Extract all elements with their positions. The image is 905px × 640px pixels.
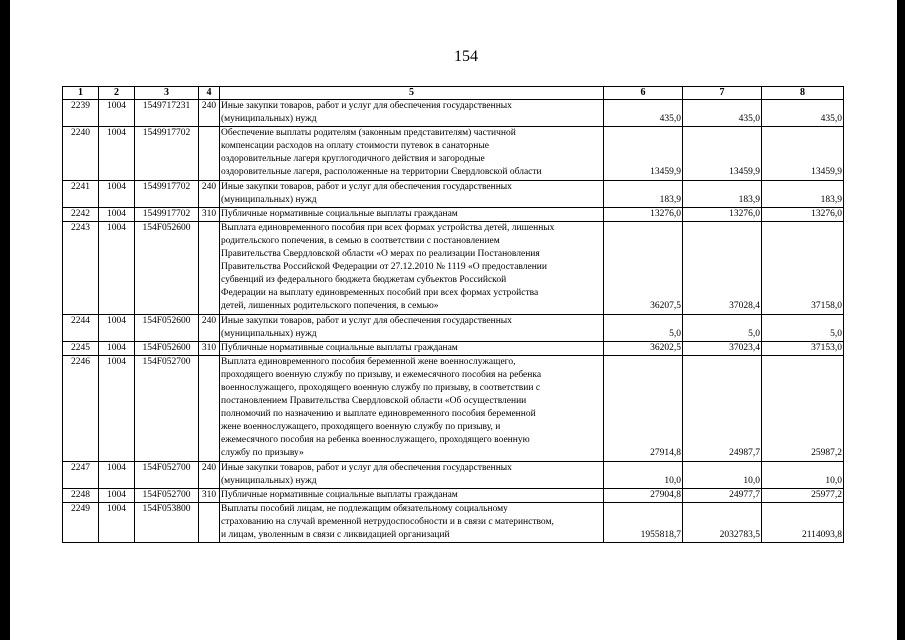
table-row	[63, 180, 844, 207]
section-code: 1004	[99, 180, 135, 207]
target-article-code: 154F052600	[135, 341, 199, 355]
amount-col-6: 10,0	[604, 461, 683, 488]
amount-col-7: 37028,4	[683, 221, 762, 314]
row-description: Выплата единовременного пособия беременной жене военнослужащего, проходящего военную службу по призыву, и ежемесячного пособия на ребенка военнослужащего, проходящего военную службу по призыву, в соответствии с постановлением Правительства Свердловской области «Об осуществлении полномочий по назначению и выплате единовременного пособия беременной жене военнослужащего, проходящего военную службу по призыву, и ежемесячного пособия на ребенка военнослужащего, проходящего военную службу по призыву»	[220, 355, 604, 461]
table-row	[63, 461, 844, 488]
table-row	[63, 207, 844, 221]
section-code: 1004	[99, 461, 135, 488]
header-row	[63, 87, 844, 100]
row-description: Публичные нормативные социальные выплаты гражданам	[220, 207, 604, 221]
expense-type-code: 240	[199, 180, 220, 207]
row-number: 2249	[63, 502, 99, 542]
column-header: 1	[63, 87, 99, 100]
column-header: 3	[135, 87, 199, 100]
section-code: 1004	[99, 221, 135, 314]
amount-col-6: 1955818,7	[604, 502, 683, 542]
amount-col-8: 183,9	[762, 180, 844, 207]
amount-col-6: 27914,8	[604, 355, 683, 461]
expense-type-code: 310	[199, 488, 220, 502]
table-row	[63, 341, 844, 355]
amount-col-8: 10,0	[762, 461, 844, 488]
section-code: 1004	[99, 502, 135, 542]
amount-col-6: 13459,9	[604, 127, 683, 180]
expense-type-code	[199, 355, 220, 461]
section-code: 1004	[99, 207, 135, 221]
amount-col-8: 435,0	[762, 100, 844, 127]
amount-col-8: 25977,2	[762, 488, 844, 502]
row-number: 2243	[63, 221, 99, 314]
expense-type-code	[199, 221, 220, 314]
row-number: 2240	[63, 127, 99, 180]
expense-type-code	[199, 502, 220, 542]
section-code: 1004	[99, 488, 135, 502]
row-description: Иные закупки товаров, работ и услуг для обеспечения государственных (муниципальных) нужд	[220, 180, 604, 207]
amount-col-7: 2032783,5	[683, 502, 762, 542]
page-number: 154	[454, 48, 478, 65]
amount-col-8: 13276,0	[762, 207, 844, 221]
row-number: 2247	[63, 461, 99, 488]
table-row	[63, 314, 844, 341]
amount-col-6: 435,0	[604, 100, 683, 127]
column-header: 7	[683, 87, 762, 100]
amount-col-7: 183,9	[683, 180, 762, 207]
expense-type-code	[199, 127, 220, 180]
row-description: Обеспечение выплаты родителям (законным представителям) частичной компенсации расходов на оплату стоимости путевок в санаторные оздоровительные лагеря круглогодичного действия и загородные оздоровительные лагеря, расположенные на территории Свердловской области	[220, 127, 604, 180]
target-article-code: 154F052700	[135, 355, 199, 461]
column-header: 5	[220, 87, 604, 100]
expense-type-code: 310	[199, 341, 220, 355]
row-number: 2246	[63, 355, 99, 461]
amount-col-8: 2114093,8	[762, 502, 844, 542]
row-number: 2241	[63, 180, 99, 207]
target-article-code: 1549917702	[135, 207, 199, 221]
target-article-code: 154F052700	[135, 461, 199, 488]
amount-col-7: 13276,0	[683, 207, 762, 221]
column-header: 8	[762, 87, 844, 100]
amount-col-8: 37158,0	[762, 221, 844, 314]
amount-col-8: 5,0	[762, 314, 844, 341]
section-code: 1004	[99, 127, 135, 180]
column-header: 4	[199, 87, 220, 100]
column-header: 6	[604, 87, 683, 100]
amount-col-7: 5,0	[683, 314, 762, 341]
amount-col-6: 13276,0	[604, 207, 683, 221]
row-description: Публичные нормативные социальные выплаты гражданам	[220, 341, 604, 355]
amount-col-8: 25987,2	[762, 355, 844, 461]
row-description: Иные закупки товаров, работ и услуг для обеспечения государственных (муниципальных) нужд	[220, 314, 604, 341]
amount-col-7: 10,0	[683, 461, 762, 488]
amount-col-8: 37153,0	[762, 341, 844, 355]
row-description: Иные закупки товаров, работ и услуг для обеспечения государственных (муниципальных) нужд	[220, 461, 604, 488]
amount-col-7: 37023,4	[683, 341, 762, 355]
target-article-code: 154F052700	[135, 488, 199, 502]
section-code: 1004	[99, 100, 135, 127]
expense-type-code: 240	[199, 314, 220, 341]
section-code: 1004	[99, 355, 135, 461]
column-header: 2	[99, 87, 135, 100]
amount-col-6: 36207,5	[604, 221, 683, 314]
amount-col-6: 183,9	[604, 180, 683, 207]
budget-table	[62, 86, 844, 543]
document-page	[10, 0, 897, 640]
amount-col-8: 13459,9	[762, 127, 844, 180]
expense-type-code: 310	[199, 207, 220, 221]
target-article-code: 1549917702	[135, 180, 199, 207]
row-description: Иные закупки товаров, работ и услуг для обеспечения государственных (муниципальных) нужд	[220, 100, 604, 127]
target-article-code: 154F053800	[135, 502, 199, 542]
row-description: Выплаты пособий лицам, не подлежащим обязательному социальному страхованию на случай временной нетрудоспособности и в связи с материнством, и лицам, уволенным в связи с ликвидацией организаций	[220, 502, 604, 542]
expense-type-code: 240	[199, 461, 220, 488]
row-number: 2242	[63, 207, 99, 221]
row-number: 2239	[63, 100, 99, 127]
table-row	[63, 502, 844, 542]
table-row	[63, 100, 844, 127]
row-description: Выплата единовременного пособия при всех формах устройства детей, лишенных родительского попечения, в семью в соответствии с постановлением Правительства Свердловской области «О мерах по реализации Постановления Правительства Российской Федерации от 27.12.2010 № 1119 «О предоставлении субвенций из федерального бюджета бюджетам субъектов Российской Федерации на выплату единовременных пособий при всех формах устройства детей, лишенных родительского попечения, в семью»	[220, 221, 604, 314]
target-article-code: 1549917702	[135, 127, 199, 180]
target-article-code: 154F052600	[135, 221, 199, 314]
row-number: 2248	[63, 488, 99, 502]
amount-col-6: 5,0	[604, 314, 683, 341]
section-code: 1004	[99, 341, 135, 355]
table-row	[63, 355, 844, 461]
table-row	[63, 488, 844, 502]
amount-col-7: 24987,7	[683, 355, 762, 461]
amount-col-7: 13459,9	[683, 127, 762, 180]
target-article-code: 154F052600	[135, 314, 199, 341]
amount-col-6: 27904,8	[604, 488, 683, 502]
amount-col-7: 435,0	[683, 100, 762, 127]
row-number: 2245	[63, 341, 99, 355]
section-code: 1004	[99, 314, 135, 341]
amount-col-6: 36202,5	[604, 341, 683, 355]
amount-col-7: 24977,7	[683, 488, 762, 502]
row-number: 2244	[63, 314, 99, 341]
table-row	[63, 221, 844, 314]
row-description: Публичные нормативные социальные выплаты гражданам	[220, 488, 604, 502]
expense-type-code: 240	[199, 100, 220, 127]
table-row	[63, 127, 844, 180]
target-article-code: 1549717231	[135, 100, 199, 127]
